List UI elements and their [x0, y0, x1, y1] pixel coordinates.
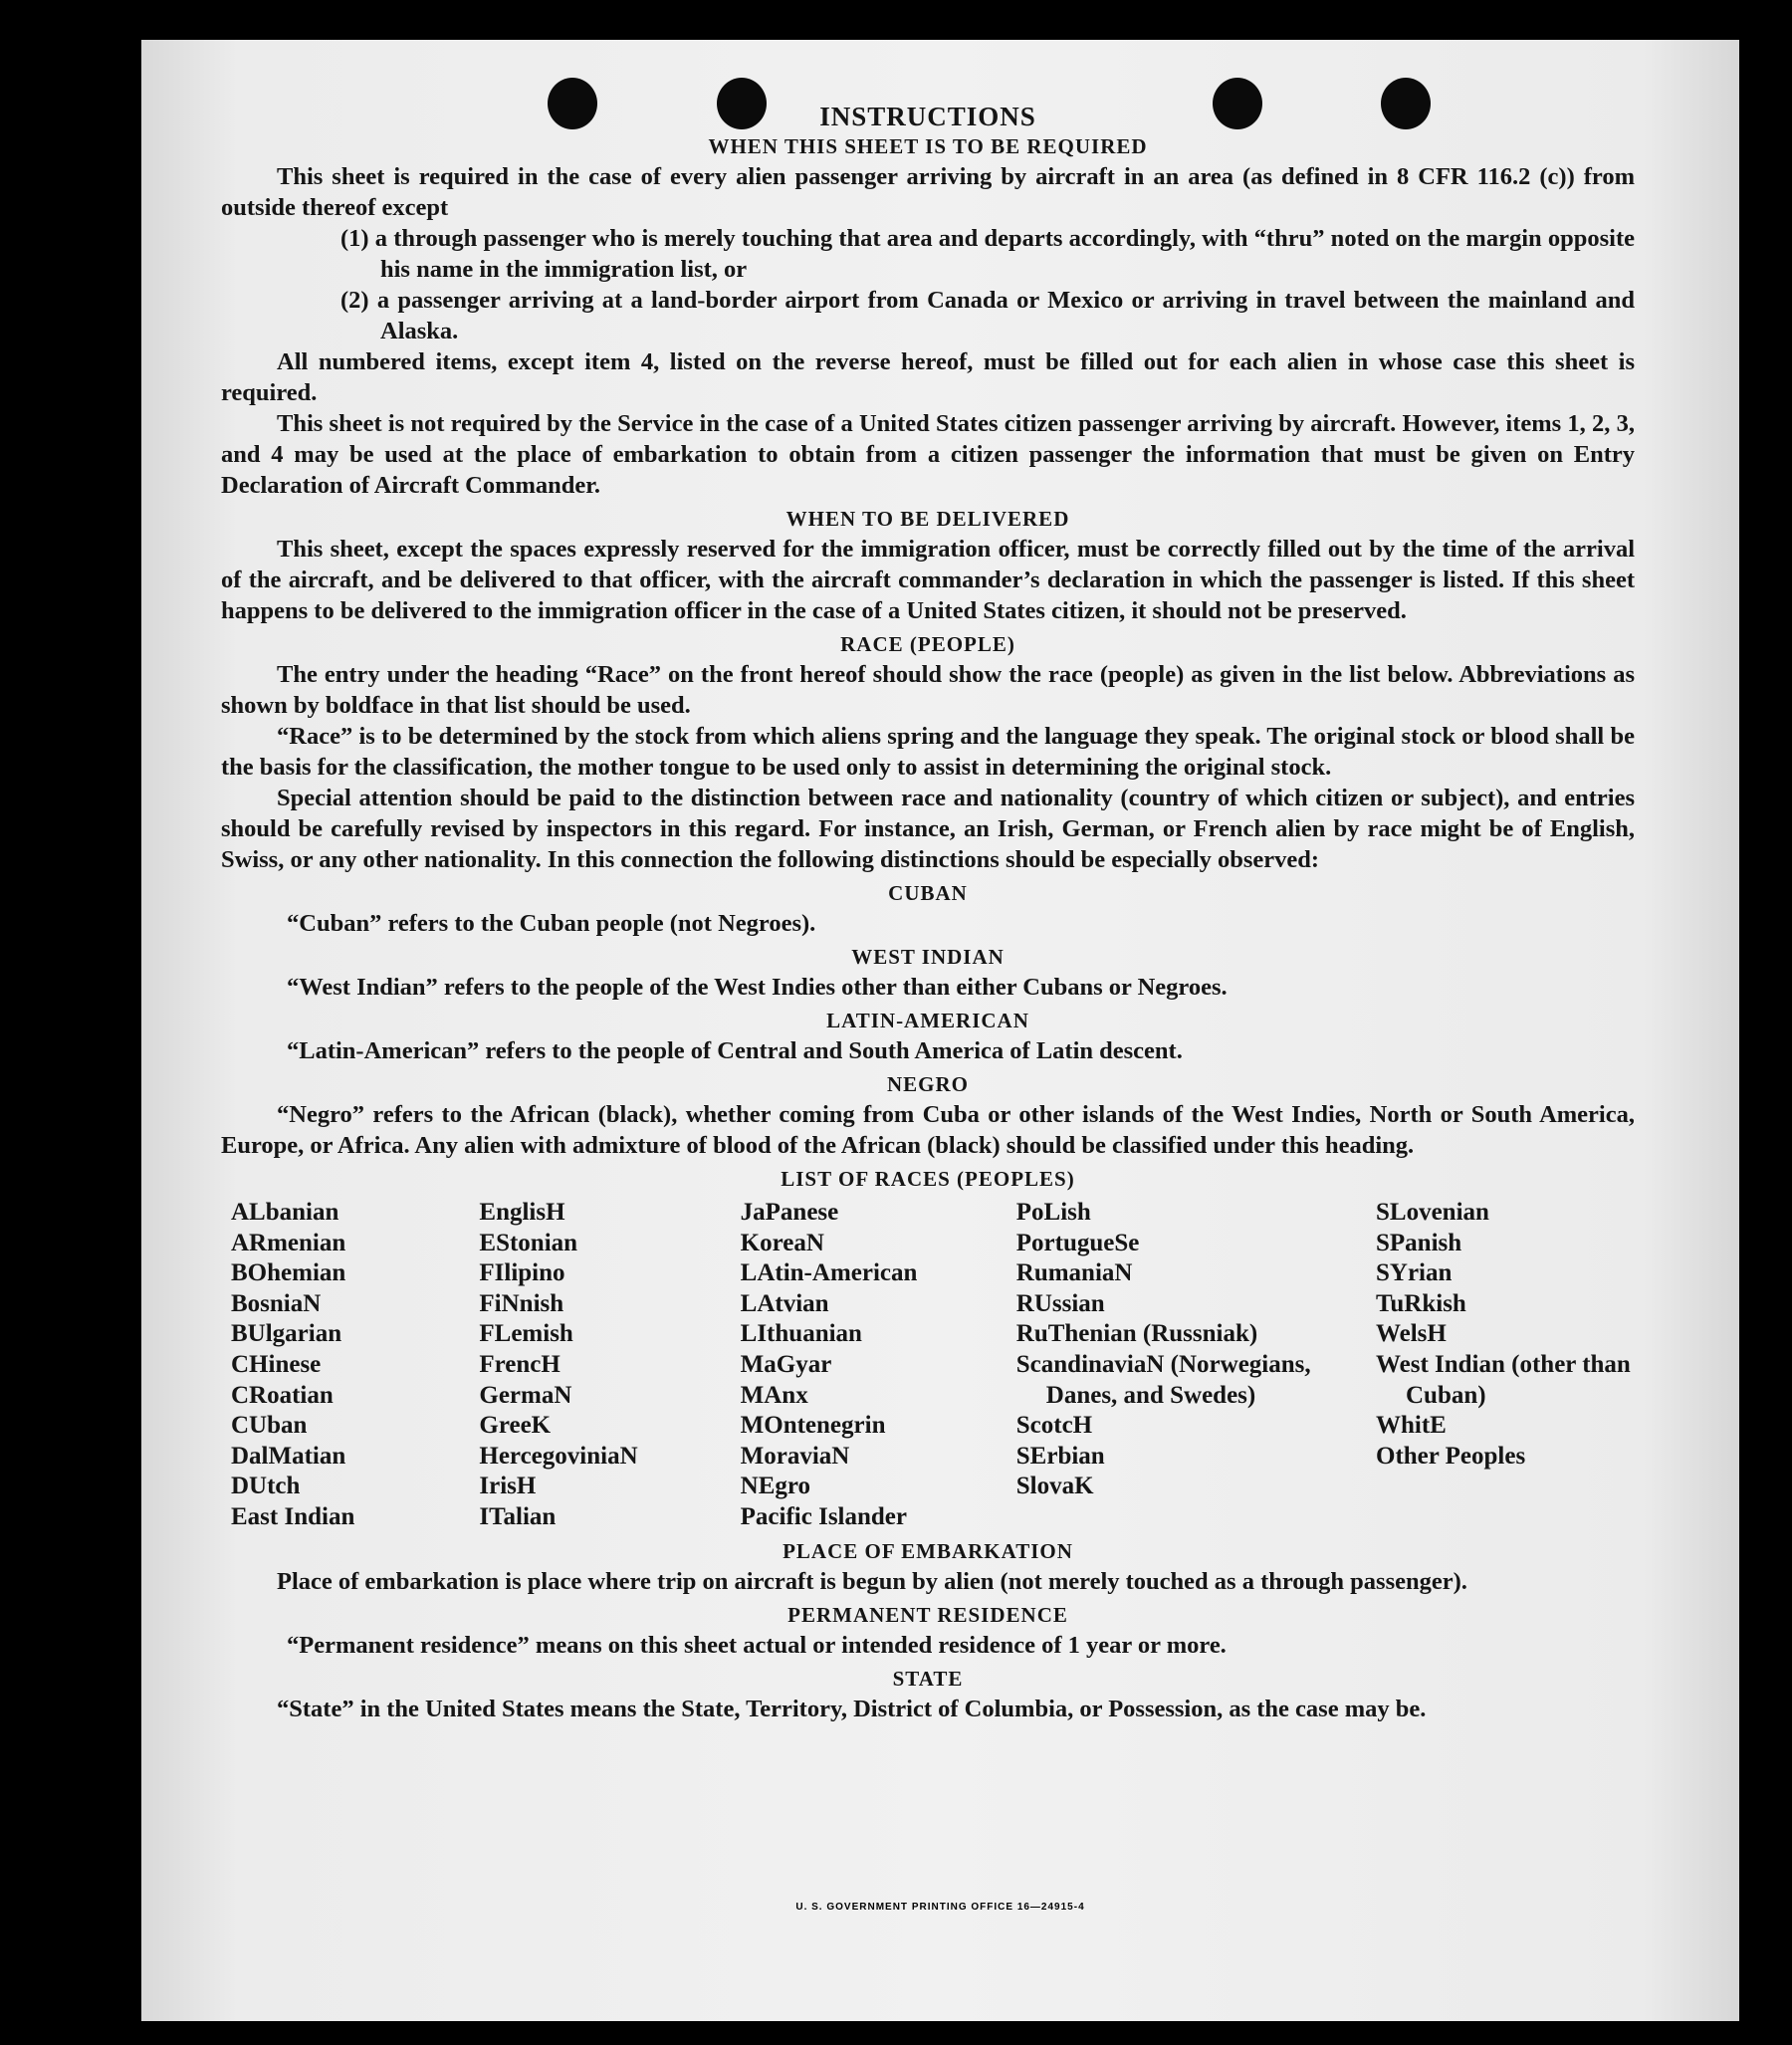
race-entry: LAtin-American	[740, 1259, 918, 1287]
races-column	[1016, 1198, 1376, 1533]
race-entry: East Indian	[231, 1502, 355, 1530]
race-entry: SlovaK	[1015, 1473, 1094, 1500]
instructions-body	[221, 102, 1635, 1724]
race-entry: FLemish	[479, 1320, 573, 1348]
paragraph: Special attention should be paid to the distinction between race and nationality (country of which citizen or subject), and entries should be carefully revised by inspectors in this regard. For instance, an Irish, German, or French alien by race might be of English, Swiss, or any other nationality. In this connection the following distinctions should be especially observed:	[221, 785, 1635, 873]
race-entry: Pacific Islander	[740, 1502, 907, 1530]
race-entry: IrisH	[479, 1473, 537, 1500]
paragraph: “Latin-American” refers to the people of Central and South America of Latin descent.	[287, 1037, 1183, 1064]
section-heading: PLACE OF EMBARKATION	[783, 1538, 1073, 1563]
race-entry: RumaniaN	[1015, 1259, 1133, 1287]
paragraph: “Permanent residence” means on this sheet actual or intended residence of 1 year or more.	[287, 1631, 1227, 1659]
document-sheet	[141, 40, 1739, 2021]
race-entry: HercegoviniaN	[479, 1442, 638, 1470]
race-entry: MaGyar	[740, 1350, 832, 1378]
race-entry: MoraviaN	[740, 1442, 850, 1470]
paragraph: All numbered items, except item 4, listed on the reverse hereof, must be filled out for each alien in whose case this sheet is required.	[221, 348, 1635, 406]
race-entry: ARmenian	[231, 1229, 346, 1256]
race-entry: JaPanese	[740, 1199, 839, 1226]
race-entry: TuRkish	[1376, 1289, 1466, 1317]
race-entry: CHinese	[231, 1350, 322, 1378]
race-entry: GermaN	[479, 1381, 572, 1409]
paragraph: The entry under the heading “Race” on the front hereof should show the race (people) as given in the list below. Abbreviations as shown by boldface in that list should be used.	[221, 661, 1635, 719]
race-entry: BUlgarian	[231, 1320, 342, 1348]
paragraph: “Negro” refers to the African (black), whether coming from Cuba or other islands of the West Indies, North or South America, Europe, or Africa. Any alien with admixture of blood of the African (black) should be classified under this heading.	[221, 1101, 1635, 1159]
race-entry: RUssian	[1015, 1289, 1105, 1317]
race-entry: SPanish	[1376, 1229, 1462, 1256]
race-entry: MOntenegrin	[740, 1412, 886, 1440]
section-heading: LATIN-AMERICAN	[826, 1009, 1029, 1032]
section-heading: LIST OF RACES (PEOPLES)	[781, 1167, 1075, 1191]
races-column	[231, 1198, 479, 1533]
race-entry: Other Peoples	[1376, 1442, 1526, 1470]
paragraph: “State” in the United States means the State, Territory, District of Columbia, or Possession, as the case may be.	[277, 1695, 1427, 1722]
race-entry: KoreaN	[740, 1229, 824, 1256]
race-entry: ALbanian	[231, 1199, 339, 1226]
race-entry: GreeK	[479, 1412, 552, 1440]
section-heading: WHEN THIS SHEET IS TO BE REQUIRED	[708, 134, 1148, 158]
race-entry: NEgro	[740, 1473, 811, 1500]
race-entry: FrencH	[479, 1350, 560, 1378]
race-entry: SYrian	[1376, 1259, 1453, 1287]
paragraph: Place of embarkation is place where trip on aircraft is begun by alien (not merely touched as a through passenger).	[277, 1567, 1467, 1595]
race-entry: ScandinaviaN (Norwegians, Danes, and Swedes)	[1015, 1350, 1311, 1409]
race-entry: CRoatian	[231, 1381, 334, 1409]
race-entry: RuThenian (Russniak)	[1015, 1320, 1258, 1348]
section-heading: RACE (PEOPLE)	[840, 632, 1015, 656]
race-entry: DalMatian	[231, 1442, 346, 1470]
race-entry: SLovenian	[1376, 1199, 1489, 1226]
race-entry: WhitE	[1376, 1412, 1447, 1440]
race-entry: LAtvian	[740, 1289, 829, 1317]
race-entry: DUtch	[231, 1473, 301, 1500]
paragraph: This sheet, except the spaces expressly reserved for the immigration officer, must be correctly filled out by the time of the arrival of the aircraft, and be delivered to that officer, with the aircraft commander’s declaration in which the passenger is listed. If this sheet happens to be delivered to the immigration officer in the case of a United States citizen, it should not be preserved.	[221, 536, 1635, 624]
paragraph-item: (1) a through passenger who is merely touching that area and departs accordingly, with “thru” noted on the margin opposite his name in the immigration list, or	[340, 225, 1635, 283]
paragraph: “Cuban” refers to the Cuban people (not Negroes).	[287, 910, 816, 937]
paragraph: This sheet is not required by the Service in the case of a United States citizen passenger arriving by aircraft. However, items 1, 2, 3, and 4 may be used at the place of embarkation to obtain from a citizen passenger the information that must be given on Entry Declaration of Aircraft Commander.	[221, 410, 1635, 499]
race-entry: ITalian	[479, 1502, 557, 1530]
race-entry: FiNnish	[479, 1289, 564, 1317]
section-heading: WHEN TO BE DELIVERED	[785, 507, 1070, 531]
section-heading: STATE	[892, 1666, 964, 1691]
page-title: INSTRUCTIONS	[819, 102, 1036, 131]
section-heading: PERMANENT RESIDENCE	[787, 1602, 1068, 1627]
race-entry: EnglisH	[479, 1199, 565, 1226]
section-heading: WEST INDIAN	[851, 945, 1005, 969]
race-entry: FIlipino	[479, 1259, 565, 1287]
race-entry: SErbian	[1015, 1442, 1105, 1470]
race-entry: BosniaN	[231, 1289, 322, 1317]
races-column	[1376, 1198, 1635, 1533]
printer-imprint: U. S. GOVERNMENT PRINTING OFFICE 16—24915-4	[795, 1902, 1085, 1913]
race-entry: ScotcH	[1015, 1412, 1093, 1440]
races-column	[479, 1198, 740, 1533]
race-entry: EStonian	[479, 1229, 578, 1256]
paragraph: “West Indian” refers to the people of the West Indies other than either Cubans or Negroes.	[287, 974, 1228, 1001]
race-entry: WelsH	[1376, 1320, 1447, 1348]
race-entry: CUban	[231, 1412, 308, 1440]
section-heading: CUBAN	[888, 881, 968, 905]
race-entry: PortugueSe	[1015, 1229, 1140, 1256]
section-heading: NEGRO	[886, 1072, 969, 1096]
race-entry: BOhemian	[231, 1259, 346, 1287]
race-entry: MAnx	[740, 1381, 808, 1409]
races-list	[231, 1198, 1635, 1533]
race-entry: West Indian (other than Cuban)	[1376, 1350, 1631, 1409]
race-entry: PoLish	[1015, 1199, 1091, 1226]
races-column	[741, 1198, 1016, 1533]
paragraph: “Race” is to be determined by the stock from which aliens spring and the language they speak. The original stock or blood shall be the basis for the classification, the mother tongue to be used only to assist in determining the original stock.	[221, 723, 1635, 781]
race-entry: LIthuanian	[740, 1320, 862, 1348]
paragraph: This sheet is required in the case of every alien passenger arriving by aircraft in an area (as defined in 8 CFR 116.2 (c)) from outside thereof except	[221, 163, 1635, 221]
paragraph-item: (2) a passenger arriving at a land-border airport from Canada or Mexico or arriving in travel between the mainland and Alaska.	[340, 287, 1635, 344]
